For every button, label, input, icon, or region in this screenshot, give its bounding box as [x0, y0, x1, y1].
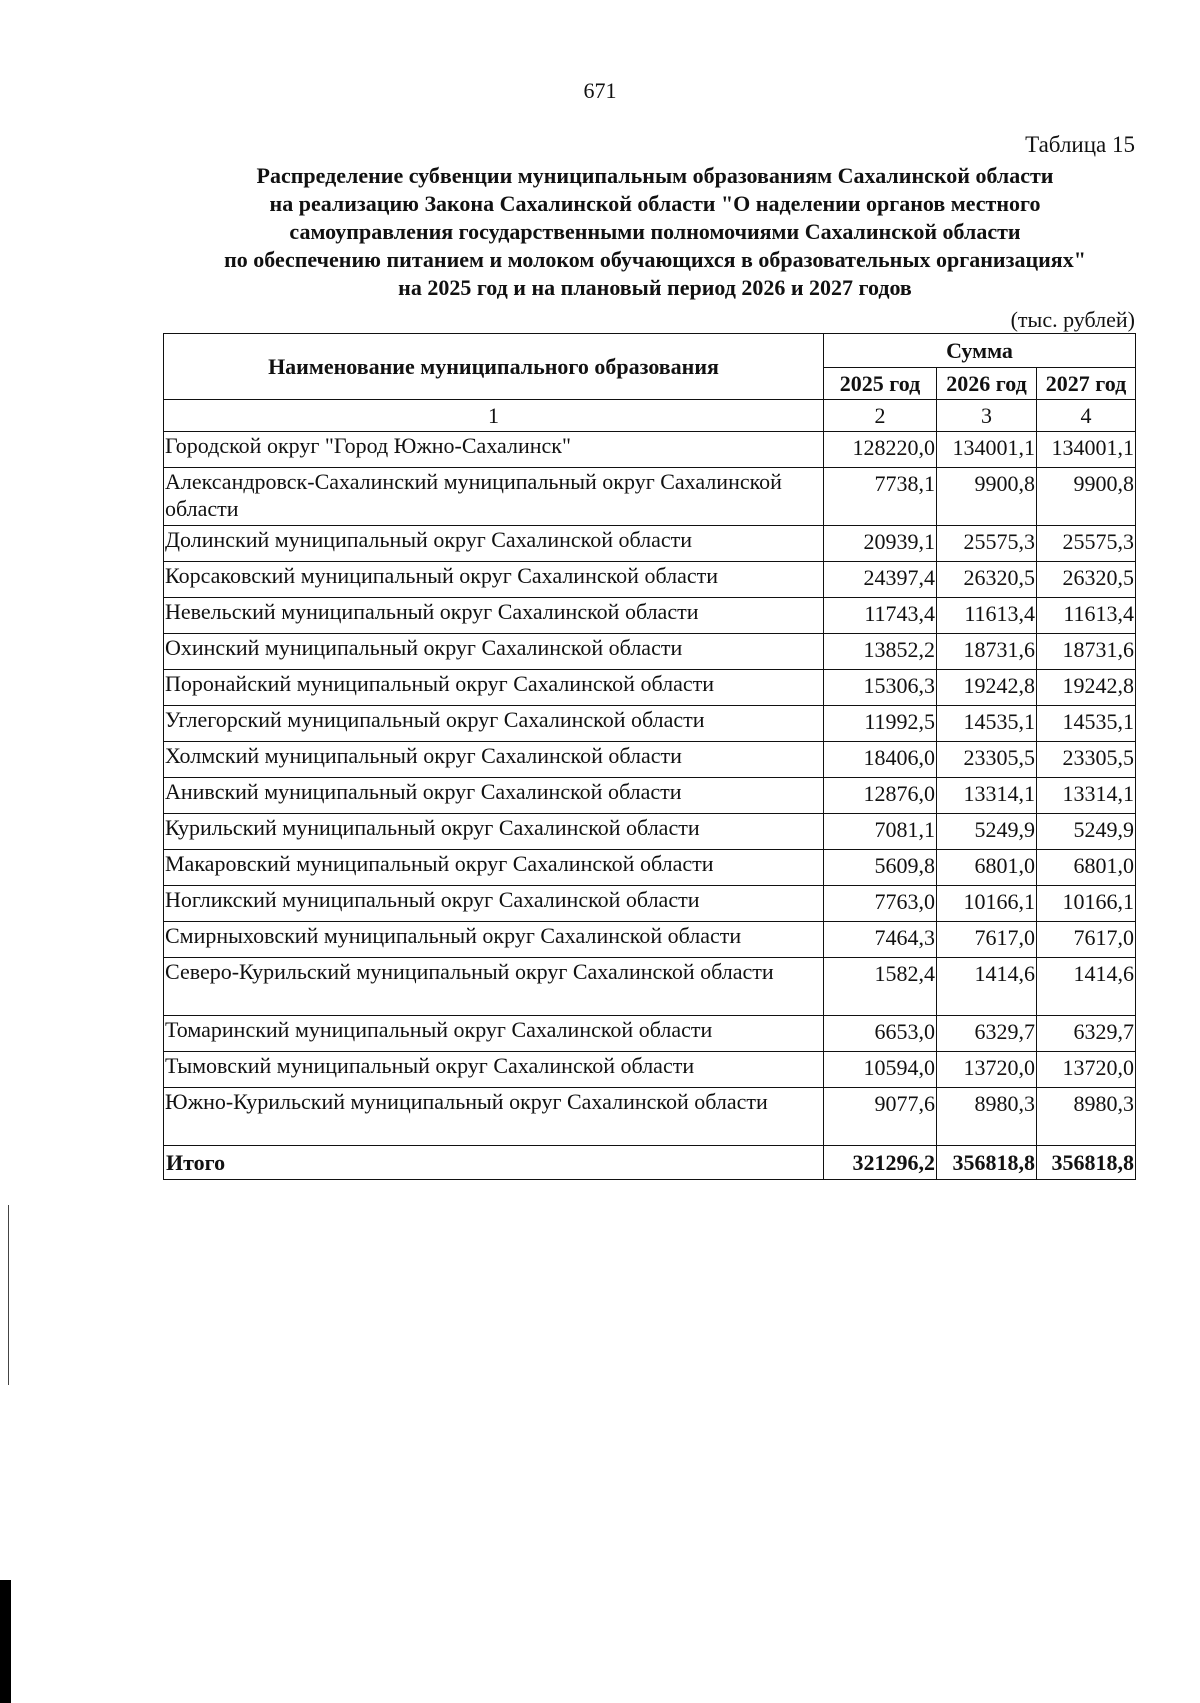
title-line: на реализацию Закона Сахалинской области "О наделении органов местного — [269, 191, 1041, 216]
municipality-name: Ногликский муниципальный округ Сахалинской области — [164, 886, 824, 922]
value-2026: 19242,8 — [937, 670, 1037, 706]
units-label: (тыс. рублей) — [1010, 307, 1135, 332]
value-2025: 128220,0 — [824, 432, 937, 468]
municipality-name: Поронайский муниципальный округ Сахалинской области — [164, 670, 824, 706]
value-2025: 7081,1 — [824, 814, 937, 850]
value-2027: 5249,9 — [1037, 814, 1136, 850]
municipality-name: Долинский муниципальный округ Сахалинской области — [164, 526, 824, 562]
value-2027: 10166,1 — [1037, 886, 1136, 922]
value-2027: 13314,1 — [1037, 778, 1136, 814]
value-2027: 6801,0 — [1037, 850, 1136, 886]
table-row — [164, 706, 1136, 742]
total-2027: 356818,8 — [1037, 1146, 1136, 1180]
value-2027: 26320,5 — [1037, 562, 1136, 598]
value-2025: 9077,6 — [824, 1088, 937, 1146]
title-line: Распределение субвенции муниципальным образованиям Сахалинской области — [256, 163, 1054, 188]
value-2026: 13720,0 — [937, 1052, 1037, 1088]
value-2025: 10594,0 — [824, 1052, 937, 1088]
value-2027: 25575,3 — [1037, 526, 1136, 562]
value-2025: 7763,0 — [824, 886, 937, 922]
table-row — [164, 1016, 1136, 1052]
value-2025: 1582,4 — [824, 958, 937, 1016]
value-2026: 9900,8 — [937, 468, 1037, 526]
header-sum: Сумма — [824, 334, 1136, 368]
value-2026: 6801,0 — [937, 850, 1037, 886]
title-line: самоуправления государственными полномочиями Сахалинской области — [289, 219, 1021, 244]
value-2026: 18731,6 — [937, 634, 1037, 670]
municipality-name: Томаринский муниципальный округ Сахалинской области — [164, 1016, 824, 1052]
value-2025: 12876,0 — [824, 778, 937, 814]
value-2025: 20939,1 — [824, 526, 937, 562]
table-row — [164, 670, 1136, 706]
table-row — [164, 742, 1136, 778]
title-line: на 2025 год и на плановый период 2026 и 2027 годов — [398, 275, 912, 300]
municipality-name: Невельский муниципальный округ Сахалинской области — [164, 598, 824, 634]
value-2026: 8980,3 — [937, 1088, 1037, 1146]
column-number: 3 — [937, 400, 1037, 432]
value-2025: 24397,4 — [824, 562, 937, 598]
value-2026: 11613,4 — [937, 598, 1037, 634]
scan-edge-bar — [0, 1580, 11, 1703]
table-row — [164, 814, 1136, 850]
value-2027: 19242,8 — [1037, 670, 1136, 706]
table-row — [164, 1088, 1136, 1146]
total-2025: 321296,2 — [824, 1146, 937, 1180]
value-2026: 10166,1 — [937, 886, 1037, 922]
value-2025: 5609,8 — [824, 850, 937, 886]
total-row — [164, 1146, 1136, 1180]
municipality-name: Макаровский муниципальный округ Сахалинской области — [164, 850, 824, 886]
scan-margin-mark — [8, 1205, 9, 1385]
table-row — [164, 850, 1136, 886]
table-row — [164, 958, 1136, 1016]
municipality-name: Смирныховский муниципальный округ Сахалинской области — [164, 922, 824, 958]
table-row — [164, 778, 1136, 814]
page-number: 671 — [583, 78, 617, 103]
value-2027: 11613,4 — [1037, 598, 1136, 634]
table-row — [164, 634, 1136, 670]
value-2026: 6329,7 — [937, 1016, 1037, 1052]
value-2026: 13314,1 — [937, 778, 1037, 814]
value-2027: 13720,0 — [1037, 1052, 1136, 1088]
value-2027: 9900,8 — [1037, 468, 1136, 526]
value-2025: 11992,5 — [824, 706, 937, 742]
value-2026: 14535,1 — [937, 706, 1037, 742]
table-row — [164, 526, 1136, 562]
column-number: 4 — [1037, 400, 1136, 432]
value-2025: 7464,3 — [824, 922, 937, 958]
value-2026: 134001,1 — [937, 432, 1037, 468]
subvention-table — [163, 333, 1136, 1180]
header-year-2027: 2027 год — [1037, 368, 1136, 400]
table-row — [164, 432, 1136, 468]
value-2026: 7617,0 — [937, 922, 1037, 958]
value-2027: 8980,3 — [1037, 1088, 1136, 1146]
table-body — [164, 432, 1136, 1146]
municipality-name: Холмский муниципальный округ Сахалинской области — [164, 742, 824, 778]
table-row — [164, 468, 1136, 526]
municipality-name: Углегорский муниципальный округ Сахалинской области — [164, 706, 824, 742]
municipality-name: Северо-Курильский муниципальный округ Сахалинской области — [164, 958, 824, 1016]
municipality-name: Александровск-Сахалинский муниципальный округ Сахалинской области — [164, 468, 824, 526]
value-2026: 5249,9 — [937, 814, 1037, 850]
value-2026: 25575,3 — [937, 526, 1037, 562]
value-2025: 7738,1 — [824, 468, 937, 526]
municipality-name: Охинский муниципальный округ Сахалинской области — [164, 634, 824, 670]
column-number: 1 — [164, 400, 824, 432]
header-name: Наименование муниципального образования — [164, 334, 824, 400]
value-2025: 6653,0 — [824, 1016, 937, 1052]
value-2025: 11743,4 — [824, 598, 937, 634]
municipality-name: Анивский муниципальный округ Сахалинской области — [164, 778, 824, 814]
total-2026: 356818,8 — [937, 1146, 1037, 1180]
value-2027: 7617,0 — [1037, 922, 1136, 958]
municipality-name: Тымовский муниципальный округ Сахалинской области — [164, 1052, 824, 1088]
value-2027: 18731,6 — [1037, 634, 1136, 670]
document-title — [130, 162, 1180, 302]
value-2026: 23305,5 — [937, 742, 1037, 778]
value-2027: 1414,6 — [1037, 958, 1136, 1016]
table-row — [164, 922, 1136, 958]
value-2025: 18406,0 — [824, 742, 937, 778]
table-row — [164, 598, 1136, 634]
municipality-name: Курильский муниципальный округ Сахалинской области — [164, 814, 824, 850]
value-2025: 15306,3 — [824, 670, 937, 706]
municipality-name: Корсаковский муниципальный округ Сахалинской области — [164, 562, 824, 598]
table-row — [164, 562, 1136, 598]
value-2027: 6329,7 — [1037, 1016, 1136, 1052]
value-2027: 134001,1 — [1037, 432, 1136, 468]
table-row — [164, 886, 1136, 922]
value-2027: 14535,1 — [1037, 706, 1136, 742]
header-year-2025: 2025 год — [824, 368, 937, 400]
total-label: Итого — [164, 1146, 824, 1180]
value-2027: 23305,5 — [1037, 742, 1136, 778]
municipality-name: Городской округ "Город Южно-Сахалинск" — [164, 432, 824, 468]
table-label: Таблица 15 — [1025, 132, 1135, 157]
table-row — [164, 1052, 1136, 1088]
value-2025: 13852,2 — [824, 634, 937, 670]
header-year-2026: 2026 год — [937, 368, 1037, 400]
value-2026: 1414,6 — [937, 958, 1037, 1016]
title-line: по обеспечению питанием и молоком обучающихся в образовательных организациях" — [224, 247, 1086, 272]
column-number: 2 — [824, 400, 937, 432]
municipality-name: Южно-Курильский муниципальный округ Сахалинской области — [164, 1088, 824, 1146]
value-2026: 26320,5 — [937, 562, 1037, 598]
